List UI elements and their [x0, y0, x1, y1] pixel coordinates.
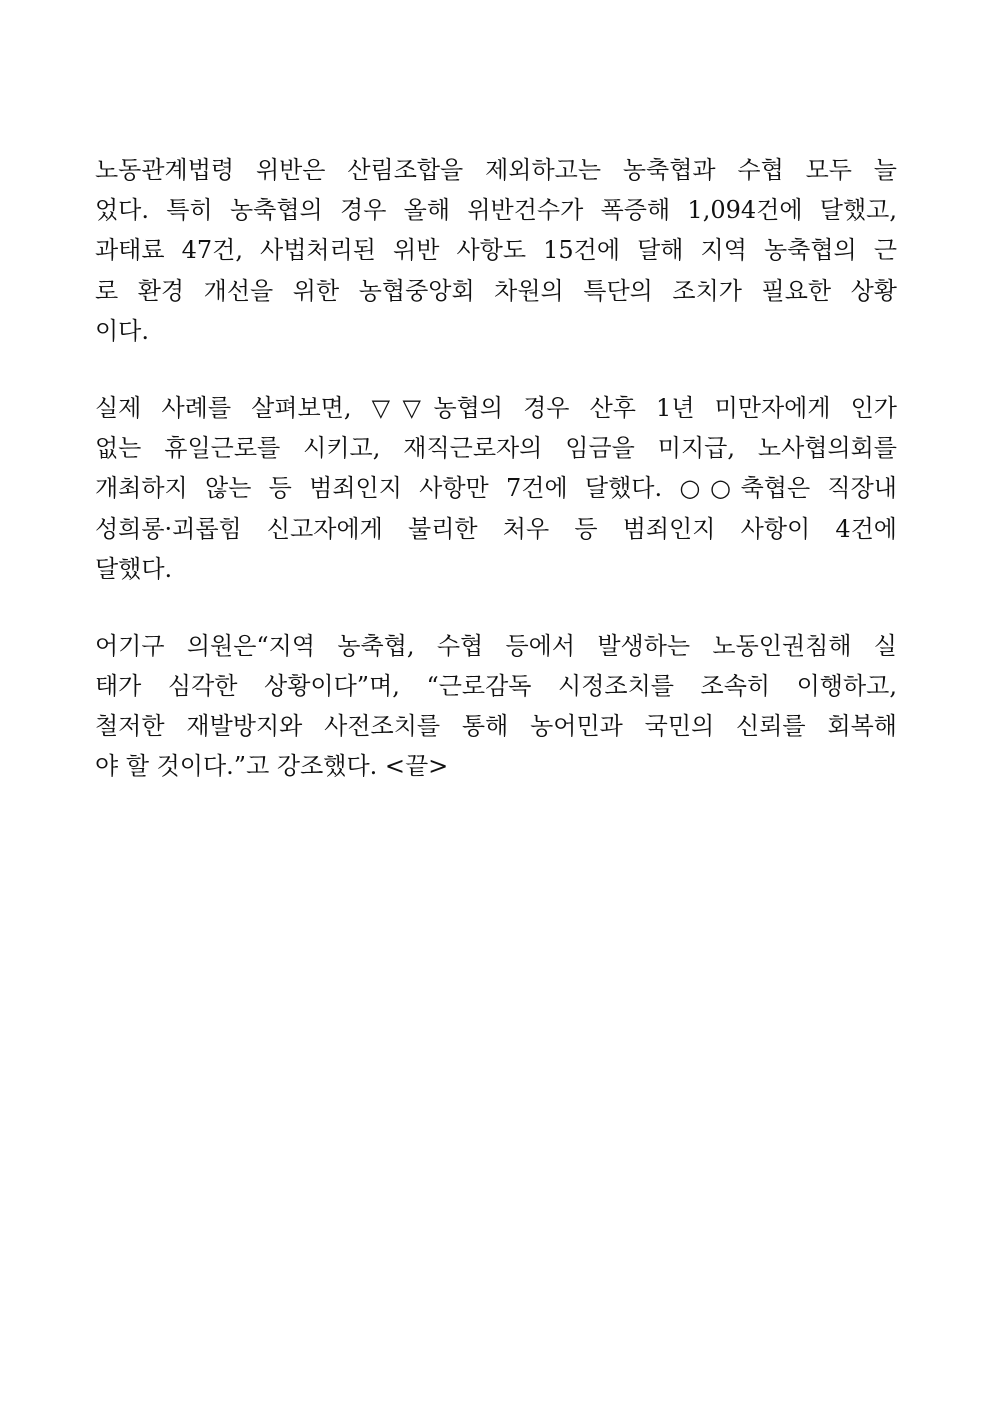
- text-line: 과태료 47건, 사법처리된 위반 사항도 15건에 달해 지역 농축협의 근: [95, 236, 897, 265]
- text-line: 개최하지 않는 등 범죄인지 사항만 7건에 달했다. ○○축협은 직장내: [95, 474, 897, 503]
- text-line: 없는 휴일근로를 시키고, 재직근로자의 임금을 미지급, 노사협의회를: [95, 434, 897, 463]
- text-line: 노동관계법령 위반은 산림조합을 제외하고는 농축협과 수협 모두 늘: [95, 156, 897, 184]
- text-line: 태가 심각한 상황이다”며, “근로감독 시정조치를 조속히 이행하고,: [95, 672, 897, 701]
- text-line: 실제 사례를 살펴보면, ▽▽농협의 경우 산후 1년 미만자에게 인가: [95, 393, 897, 422]
- paragraph-case-examples: [95, 388, 897, 589]
- text-line: 었다. 특히 농축협의 경우 올해 위반건수가 폭증해 1,094건에 달했고,: [95, 196, 897, 225]
- text-line: 야 할 것이다.”고 강조했다. <끝>: [95, 752, 449, 781]
- paragraph-labor-violations: [95, 150, 897, 351]
- document-body: [95, 150, 897, 824]
- text-line: 어기구 의원은“지역 농축협, 수협 등에서 발생하는 노동인권침해 실: [95, 631, 897, 660]
- text-line: 달했다.: [95, 554, 173, 583]
- text-line: 철저한 재발방지와 사전조치를 통해 농어민과 국민의 신뢰를 회복해: [95, 712, 897, 741]
- text-line: 성희롱·괴롭힘 신고자에게 불리한 처우 등 범죄인지 사항이 4건에: [95, 514, 897, 543]
- paragraph-lawmaker-statement: [95, 626, 897, 787]
- text-line: 로 환경 개선을 위한 농협중앙회 차원의 특단의 조치가 필요한 상황: [95, 276, 897, 305]
- text-line: 이다.: [95, 316, 149, 345]
